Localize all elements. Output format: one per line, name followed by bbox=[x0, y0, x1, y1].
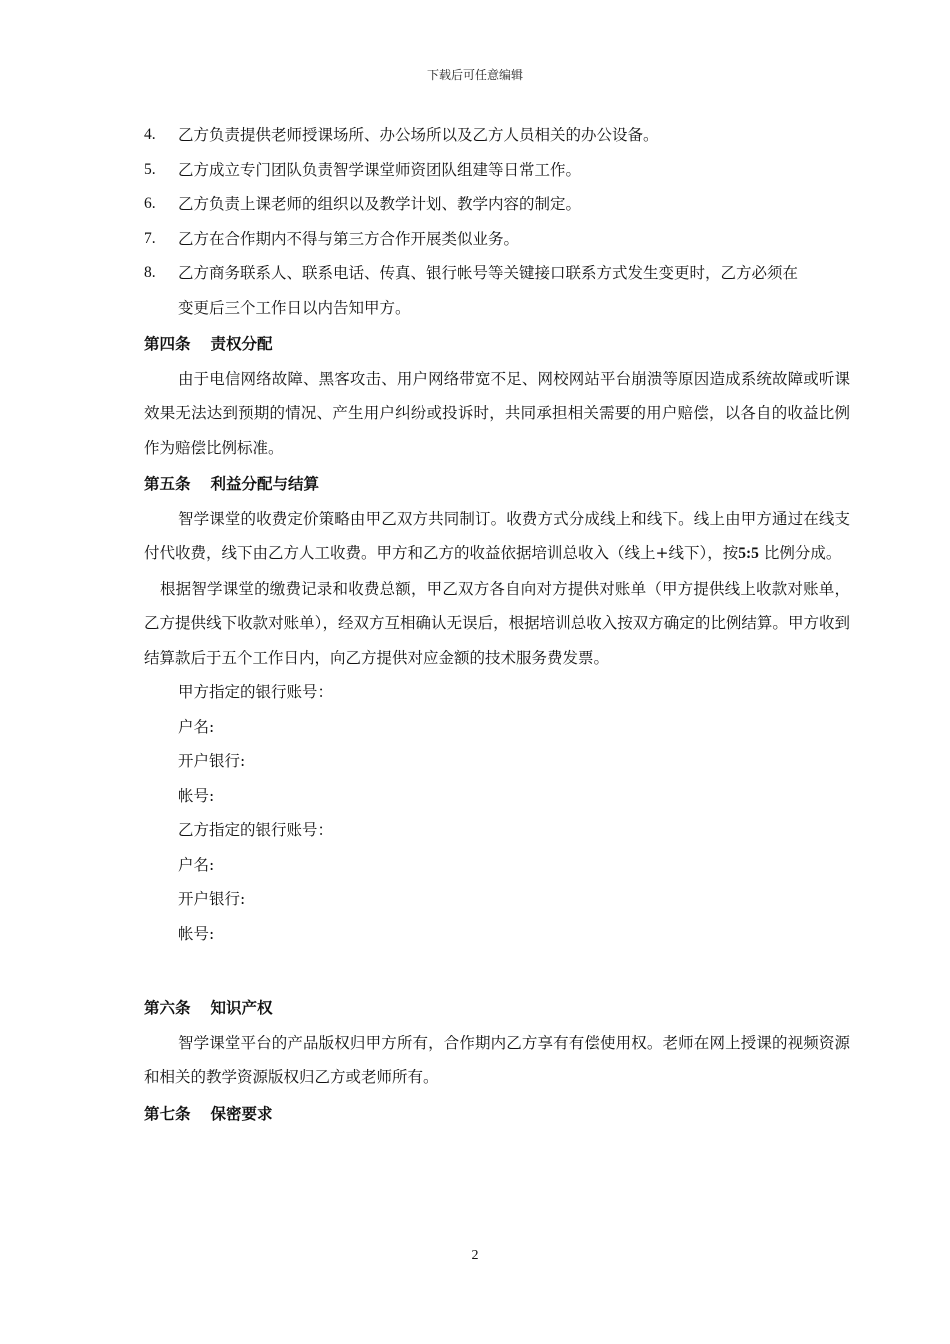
list-number: 8. bbox=[144, 264, 156, 281]
list-text: 乙方商务联系人、联系电话、传真、银行帐号等关键接口联系方式发生变更时，乙方必须在 bbox=[178, 264, 799, 282]
section-heading-5 bbox=[144, 467, 850, 502]
paragraph-text-end: 比例分成。 bbox=[758, 544, 842, 562]
bank-line: 帐号: bbox=[178, 786, 215, 805]
list-number: 6. bbox=[144, 195, 156, 212]
paragraph-text: 智学课堂的收费定价策略由甲乙双方共同制订。收费方式分成线上和线下。线上由甲方通过在线支付代收费，线下由乙方人工收费。甲方和乙方的收益依据培训总收入（线上+线下），按 bbox=[144, 509, 850, 562]
list-item bbox=[144, 153, 850, 188]
list-item bbox=[144, 118, 850, 153]
bank-line: 乙方指定的银行账号： bbox=[178, 821, 334, 839]
bank-line: 开户银行: bbox=[178, 752, 246, 770]
list-text: 乙方负责提供老师授课场所、办公场所以及乙方人员相关的办公设备。 bbox=[178, 126, 659, 144]
list-item bbox=[144, 256, 850, 291]
bank-line: 户名: bbox=[178, 855, 215, 874]
section-paragraph: 根据智学课堂的缴费记录和收费总额，甲乙双方各自向对方提供对账单（甲方提供线上收款对账单，乙方提供线下收款对账单），经双方互相确认无误后，根据培训总收入按双方确定的比例结算。甲方收到结算款后于五个工作日内，向乙方提供对应金额的技术服务费发票。 bbox=[144, 579, 850, 667]
section-number: 第六条 bbox=[144, 998, 191, 1017]
list-item bbox=[144, 222, 850, 257]
list-item-continuation: 变更后三个工作日以内告知甲方。 bbox=[178, 298, 411, 317]
section-title: 责权分配 bbox=[210, 334, 273, 353]
section-heading-6 bbox=[144, 991, 850, 1026]
section-number: 第五条 bbox=[144, 474, 191, 493]
list-text: 乙方在合作期内不得与第三方合作开展类似业务。 bbox=[178, 229, 520, 248]
list-text: 乙方成立专门团队负责智学课堂师资团队组建等日常工作。 bbox=[178, 160, 582, 179]
list-number: 4. bbox=[144, 126, 156, 143]
section-heading-7 bbox=[144, 1097, 850, 1132]
list-text: 乙方负责上课老师的组织以及教学计划、教学内容的制定。 bbox=[178, 195, 582, 213]
blank-space bbox=[144, 951, 850, 989]
list-number: 5. bbox=[144, 160, 156, 178]
document-body bbox=[144, 118, 850, 1131]
bank-line: 帐号: bbox=[178, 924, 215, 943]
bank-line: 开户银行: bbox=[178, 890, 246, 908]
page-number: 2 bbox=[471, 1248, 479, 1263]
section-title: 保密要求 bbox=[210, 1103, 273, 1123]
section-title: 知识产权 bbox=[210, 998, 273, 1017]
list-number: 7. bbox=[144, 229, 156, 247]
page-header: 下载后可任意编辑 bbox=[426, 68, 523, 82]
section-paragraph: 由于电信网络故障、黑客攻击、用户网络带宽不足、网校网站平台崩溃等原因造成系统故障或听课效果无法达到预期的情况、产生用户纠纷或投诉时，共同承担相关需要的用户赔偿，以各自的收益比例作为赔偿比例标准。 bbox=[144, 369, 850, 457]
section-title: 利益分配与结算 bbox=[210, 474, 320, 493]
section-paragraph bbox=[144, 502, 850, 572]
ratio-value: 5:5 bbox=[738, 545, 759, 562]
section-number: 第四条 bbox=[144, 334, 191, 353]
section-number: 第七条 bbox=[144, 1103, 191, 1123]
section-heading-4 bbox=[144, 327, 850, 362]
bank-line: 户名: bbox=[178, 717, 215, 736]
section-paragraph: 智学课堂平台的产品版权归甲方所有，合作期内乙方享有有偿使用权。老师在网上授课的视频资源和相关的教学资源版权归乙方或老师所有。 bbox=[144, 1033, 850, 1086]
list-item bbox=[144, 187, 850, 222]
bank-line: 甲方指定的银行账号： bbox=[178, 683, 334, 701]
